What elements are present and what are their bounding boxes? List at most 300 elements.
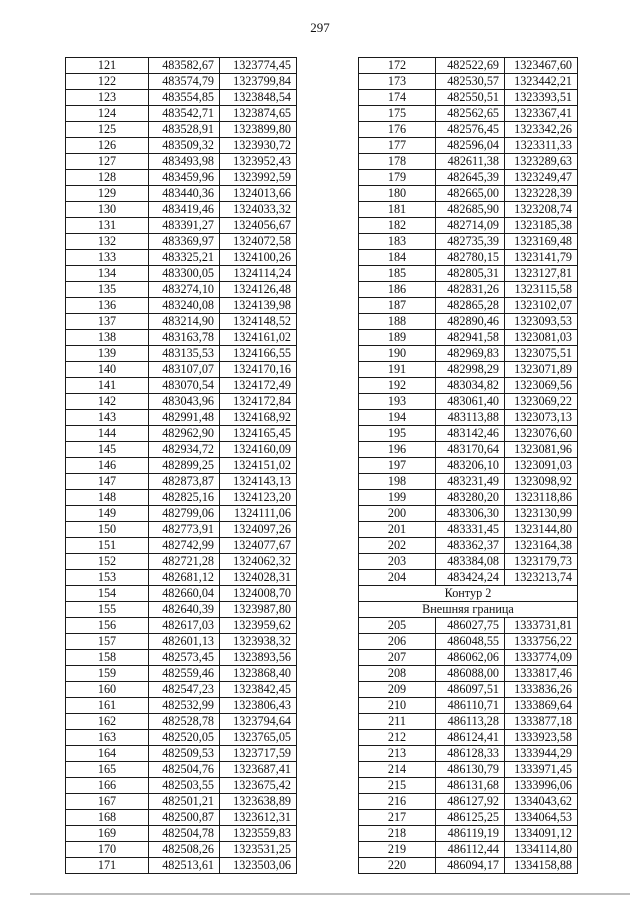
point-number-cell: 135	[66, 282, 149, 298]
table-row	[359, 490, 578, 506]
x-coordinate-cell: 482969,83	[436, 346, 505, 362]
y-coordinate-cell: 1323081,03	[505, 330, 578, 346]
point-number-cell: 204	[359, 570, 436, 586]
table-row	[66, 570, 297, 586]
x-coordinate-cell: 486027,75	[436, 618, 505, 634]
y-coordinate-cell: 1324008,70	[220, 586, 297, 602]
x-coordinate-cell: 483163,78	[149, 330, 220, 346]
point-number-cell: 218	[359, 826, 436, 842]
y-coordinate-cell: 1333774,09	[505, 650, 578, 666]
point-number-cell: 147	[66, 474, 149, 490]
y-coordinate-cell: 1323289,63	[505, 154, 578, 170]
table-row	[66, 186, 297, 202]
y-coordinate-cell: 1323069,22	[505, 394, 578, 410]
x-coordinate-cell: 486125,25	[436, 810, 505, 826]
table-row	[359, 170, 578, 186]
x-coordinate-cell: 482934,72	[149, 442, 220, 458]
y-coordinate-cell: 1323098,92	[505, 474, 578, 490]
table-row	[66, 858, 297, 874]
table-row	[359, 554, 578, 570]
point-number-cell: 214	[359, 762, 436, 778]
y-coordinate-cell: 1333817,46	[505, 666, 578, 682]
table-row	[66, 282, 297, 298]
y-coordinate-cell: 1333869,64	[505, 698, 578, 714]
x-coordinate-cell: 482714,09	[436, 218, 505, 234]
point-number-cell: 215	[359, 778, 436, 794]
y-coordinate-cell: 1323164,38	[505, 538, 578, 554]
y-coordinate-cell: 1323952,43	[220, 154, 297, 170]
x-coordinate-cell: 483034,82	[436, 378, 505, 394]
table-row	[359, 218, 578, 234]
y-coordinate-cell: 1323393,51	[505, 90, 578, 106]
y-coordinate-cell: 1323848,54	[220, 90, 297, 106]
y-coordinate-cell: 1323638,89	[220, 794, 297, 810]
table-row	[66, 666, 297, 682]
point-number-cell: 201	[359, 522, 436, 538]
coordinates-table-left-body	[66, 58, 297, 874]
x-coordinate-cell: 486119,19	[436, 826, 505, 842]
y-coordinate-cell: 1323987,80	[220, 602, 297, 618]
point-number-cell: 127	[66, 154, 149, 170]
y-coordinate-cell: 1333944,29	[505, 746, 578, 762]
point-number-cell: 124	[66, 106, 149, 122]
y-coordinate-cell: 1323185,38	[505, 218, 578, 234]
y-coordinate-cell: 1323559,83	[220, 826, 297, 842]
x-coordinate-cell: 483440,36	[149, 186, 220, 202]
table-row	[359, 58, 578, 74]
point-number-cell: 208	[359, 666, 436, 682]
contour-subtitle-row	[359, 602, 578, 618]
table-row	[66, 586, 297, 602]
table-row	[66, 90, 297, 106]
y-coordinate-cell: 1323213,74	[505, 570, 578, 586]
point-number-cell: 185	[359, 266, 436, 282]
table-row	[66, 442, 297, 458]
point-number-cell: 148	[66, 490, 149, 506]
point-number-cell: 175	[359, 106, 436, 122]
point-number-cell: 191	[359, 362, 436, 378]
table-row	[359, 714, 578, 730]
point-number-cell: 219	[359, 842, 436, 858]
x-coordinate-cell: 486128,33	[436, 746, 505, 762]
x-coordinate-cell: 483306,30	[436, 506, 505, 522]
y-coordinate-cell: 1324097,26	[220, 522, 297, 538]
x-coordinate-cell: 482573,45	[149, 650, 220, 666]
point-number-cell: 160	[66, 682, 149, 698]
y-coordinate-cell: 1323115,58	[505, 282, 578, 298]
table-row	[66, 138, 297, 154]
table-row	[66, 154, 297, 170]
x-coordinate-cell: 482559,46	[149, 666, 220, 682]
x-coordinate-cell: 483240,08	[149, 298, 220, 314]
point-number-cell: 157	[66, 634, 149, 650]
table-row	[359, 298, 578, 314]
x-coordinate-cell: 483459,96	[149, 170, 220, 186]
table-row	[66, 506, 297, 522]
table-row	[66, 634, 297, 650]
point-number-cell: 166	[66, 778, 149, 794]
table-row	[66, 394, 297, 410]
point-number-cell: 170	[66, 842, 149, 858]
table-row	[359, 154, 578, 170]
x-coordinate-cell: 486094,17	[436, 858, 505, 874]
y-coordinate-cell: 1323899,80	[220, 122, 297, 138]
x-coordinate-cell: 482550,51	[436, 90, 505, 106]
y-coordinate-cell: 1323228,39	[505, 186, 578, 202]
y-coordinate-cell: 1323806,43	[220, 698, 297, 714]
point-number-cell: 216	[359, 794, 436, 810]
point-number-cell: 158	[66, 650, 149, 666]
table-row	[359, 842, 578, 858]
y-coordinate-cell: 1323342,26	[505, 122, 578, 138]
table-row	[359, 426, 578, 442]
point-number-cell: 164	[66, 746, 149, 762]
point-number-cell: 152	[66, 554, 149, 570]
x-coordinate-cell: 482780,15	[436, 250, 505, 266]
table-row	[66, 58, 297, 74]
table-row	[359, 746, 578, 762]
point-number-cell: 159	[66, 666, 149, 682]
table-row	[359, 682, 578, 698]
y-coordinate-cell: 1324165,45	[220, 426, 297, 442]
table-row	[359, 794, 578, 810]
x-coordinate-cell: 482962,90	[149, 426, 220, 442]
table-row	[359, 474, 578, 490]
y-coordinate-cell: 1323874,65	[220, 106, 297, 122]
x-coordinate-cell: 482611,38	[436, 154, 505, 170]
x-coordinate-cell: 483142,46	[436, 426, 505, 442]
y-coordinate-cell: 1324172,49	[220, 378, 297, 394]
point-number-cell: 186	[359, 282, 436, 298]
point-number-cell: 128	[66, 170, 149, 186]
x-coordinate-cell: 482685,90	[436, 202, 505, 218]
point-number-cell: 169	[66, 826, 149, 842]
coordinates-table-left	[65, 57, 297, 874]
y-coordinate-cell: 1323531,25	[220, 842, 297, 858]
table-row	[359, 234, 578, 250]
x-coordinate-cell: 483061,40	[436, 394, 505, 410]
point-number-cell: 146	[66, 458, 149, 474]
table-row	[66, 426, 297, 442]
table-row	[66, 122, 297, 138]
x-coordinate-cell: 482500,87	[149, 810, 220, 826]
point-number-cell: 184	[359, 250, 436, 266]
y-coordinate-cell: 1334043,62	[505, 794, 578, 810]
x-coordinate-cell: 482522,69	[436, 58, 505, 74]
point-number-cell: 145	[66, 442, 149, 458]
y-coordinate-cell: 1333996,06	[505, 778, 578, 794]
point-number-cell: 136	[66, 298, 149, 314]
point-number-cell: 211	[359, 714, 436, 730]
table-row	[359, 730, 578, 746]
x-coordinate-cell: 482735,39	[436, 234, 505, 250]
point-number-cell: 199	[359, 490, 436, 506]
x-coordinate-cell: 482998,29	[436, 362, 505, 378]
point-number-cell: 140	[66, 362, 149, 378]
y-coordinate-cell: 1334158,88	[505, 858, 578, 874]
y-coordinate-cell: 1324161,02	[220, 330, 297, 346]
point-number-cell: 134	[66, 266, 149, 282]
x-coordinate-cell: 483135,53	[149, 346, 220, 362]
point-number-cell: 177	[359, 138, 436, 154]
point-number-cell: 188	[359, 314, 436, 330]
x-coordinate-cell: 483206,10	[436, 458, 505, 474]
table-row	[66, 330, 297, 346]
y-coordinate-cell: 1324170,16	[220, 362, 297, 378]
page-number: 297	[310, 20, 330, 35]
y-coordinate-cell: 1323842,45	[220, 682, 297, 698]
y-coordinate-cell: 1323144,80	[505, 522, 578, 538]
x-coordinate-cell: 482890,46	[436, 314, 505, 330]
y-coordinate-cell: 1323311,33	[505, 138, 578, 154]
x-coordinate-cell: 483419,46	[149, 202, 220, 218]
y-coordinate-cell: 1324072,58	[220, 234, 297, 250]
point-number-cell: 163	[66, 730, 149, 746]
x-coordinate-cell: 482873,87	[149, 474, 220, 490]
point-number-cell: 180	[359, 186, 436, 202]
point-number-cell: 212	[359, 730, 436, 746]
y-coordinate-cell: 1323075,51	[505, 346, 578, 362]
x-coordinate-cell: 482805,31	[436, 266, 505, 282]
point-number-cell: 126	[66, 138, 149, 154]
y-coordinate-cell: 1323076,60	[505, 426, 578, 442]
table-row	[66, 490, 297, 506]
point-number-cell: 156	[66, 618, 149, 634]
y-coordinate-cell: 1324172,84	[220, 394, 297, 410]
table-row	[359, 778, 578, 794]
point-number-cell: 192	[359, 378, 436, 394]
y-coordinate-cell: 1324111,06	[220, 506, 297, 522]
table-row	[66, 266, 297, 282]
x-coordinate-cell: 482665,00	[436, 186, 505, 202]
point-number-cell: 123	[66, 90, 149, 106]
x-coordinate-cell: 482742,99	[149, 538, 220, 554]
x-coordinate-cell: 482520,05	[149, 730, 220, 746]
point-number-cell: 154	[66, 586, 149, 602]
contour-title: Контур 2	[359, 586, 578, 602]
x-coordinate-cell: 482865,28	[436, 298, 505, 314]
contour-subtitle: Внешняя граница	[359, 602, 578, 618]
point-number-cell: 139	[66, 346, 149, 362]
table-row	[66, 538, 297, 554]
table-row	[359, 282, 578, 298]
table-row	[66, 826, 297, 842]
y-coordinate-cell: 1323794,64	[220, 714, 297, 730]
point-number-cell: 197	[359, 458, 436, 474]
table-row	[359, 90, 578, 106]
y-coordinate-cell: 1333731,81	[505, 618, 578, 634]
y-coordinate-cell: 1323093,53	[505, 314, 578, 330]
y-coordinate-cell: 1324033,32	[220, 202, 297, 218]
point-number-cell: 137	[66, 314, 149, 330]
point-number-cell: 131	[66, 218, 149, 234]
table-row	[66, 74, 297, 90]
x-coordinate-cell: 482660,04	[149, 586, 220, 602]
x-coordinate-cell: 483509,32	[149, 138, 220, 154]
table-row	[359, 522, 578, 538]
point-number-cell: 155	[66, 602, 149, 618]
y-coordinate-cell: 1323249,47	[505, 170, 578, 186]
x-coordinate-cell: 482773,91	[149, 522, 220, 538]
table-row	[66, 362, 297, 378]
x-coordinate-cell: 483331,45	[436, 522, 505, 538]
y-coordinate-cell: 1324126,48	[220, 282, 297, 298]
point-number-cell: 129	[66, 186, 149, 202]
x-coordinate-cell: 486127,92	[436, 794, 505, 810]
x-coordinate-cell: 483582,67	[149, 58, 220, 74]
y-coordinate-cell: 1324168,92	[220, 410, 297, 426]
point-number-cell: 194	[359, 410, 436, 426]
coordinates-table-right-body	[359, 58, 578, 874]
point-number-cell: 138	[66, 330, 149, 346]
point-number-cell: 133	[66, 250, 149, 266]
table-row	[359, 410, 578, 426]
table-row	[359, 266, 578, 282]
point-number-cell: 142	[66, 394, 149, 410]
table-row	[66, 746, 297, 762]
point-number-cell: 174	[359, 90, 436, 106]
table-row	[359, 618, 578, 634]
table-row	[66, 106, 297, 122]
x-coordinate-cell: 482513,61	[149, 858, 220, 874]
x-coordinate-cell: 483384,08	[436, 554, 505, 570]
x-coordinate-cell: 482576,45	[436, 122, 505, 138]
point-number-cell: 189	[359, 330, 436, 346]
y-coordinate-cell: 1324100,26	[220, 250, 297, 266]
x-coordinate-cell: 486097,51	[436, 682, 505, 698]
x-coordinate-cell: 483369,97	[149, 234, 220, 250]
x-coordinate-cell: 482645,39	[436, 170, 505, 186]
point-number-cell: 190	[359, 346, 436, 362]
point-number-cell: 153	[66, 570, 149, 586]
table-row	[66, 794, 297, 810]
x-coordinate-cell: 482503,55	[149, 778, 220, 794]
table-row	[359, 394, 578, 410]
x-coordinate-cell: 486124,41	[436, 730, 505, 746]
x-coordinate-cell: 483274,10	[149, 282, 220, 298]
y-coordinate-cell: 1334091,12	[505, 826, 578, 842]
point-number-cell: 182	[359, 218, 436, 234]
table-row	[66, 778, 297, 794]
y-coordinate-cell: 1323091,03	[505, 458, 578, 474]
point-number-cell: 178	[359, 154, 436, 170]
point-number-cell: 205	[359, 618, 436, 634]
y-coordinate-cell: 1323073,13	[505, 410, 578, 426]
x-coordinate-cell: 482532,99	[149, 698, 220, 714]
x-coordinate-cell: 483424,24	[436, 570, 505, 586]
table-row	[359, 650, 578, 666]
point-number-cell: 196	[359, 442, 436, 458]
point-number-cell: 210	[359, 698, 436, 714]
x-coordinate-cell: 482825,16	[149, 490, 220, 506]
table-row	[359, 506, 578, 522]
point-number-cell: 151	[66, 538, 149, 554]
table-row	[66, 458, 297, 474]
y-coordinate-cell: 1323118,86	[505, 490, 578, 506]
x-coordinate-cell: 483493,98	[149, 154, 220, 170]
y-coordinate-cell: 1323612,31	[220, 810, 297, 826]
table-row	[359, 698, 578, 714]
x-coordinate-cell: 482547,23	[149, 682, 220, 698]
table-row	[66, 618, 297, 634]
x-coordinate-cell: 482991,48	[149, 410, 220, 426]
point-number-cell: 173	[359, 74, 436, 90]
table-row	[66, 730, 297, 746]
x-coordinate-cell: 483362,37	[436, 538, 505, 554]
point-number-cell: 141	[66, 378, 149, 394]
x-coordinate-cell: 482831,26	[436, 282, 505, 298]
point-number-cell: 193	[359, 394, 436, 410]
point-number-cell: 207	[359, 650, 436, 666]
table-row	[66, 298, 297, 314]
point-number-cell: 200	[359, 506, 436, 522]
point-number-cell: 144	[66, 426, 149, 442]
table-row	[66, 474, 297, 490]
y-coordinate-cell: 1323442,21	[505, 74, 578, 90]
point-number-cell: 209	[359, 682, 436, 698]
y-coordinate-cell: 1334064,53	[505, 810, 578, 826]
y-coordinate-cell: 1323069,56	[505, 378, 578, 394]
point-number-cell: 195	[359, 426, 436, 442]
x-coordinate-cell: 482799,06	[149, 506, 220, 522]
point-number-cell: 217	[359, 810, 436, 826]
x-coordinate-cell: 483043,96	[149, 394, 220, 410]
x-coordinate-cell: 482562,65	[436, 106, 505, 122]
x-coordinate-cell: 483170,64	[436, 442, 505, 458]
x-coordinate-cell: 483280,20	[436, 490, 505, 506]
x-coordinate-cell: 483542,71	[149, 106, 220, 122]
table-row	[359, 186, 578, 202]
table-row	[66, 218, 297, 234]
point-number-cell: 161	[66, 698, 149, 714]
table-row	[359, 810, 578, 826]
point-number-cell: 187	[359, 298, 436, 314]
point-number-cell: 203	[359, 554, 436, 570]
table-row	[359, 634, 578, 650]
point-number-cell: 220	[359, 858, 436, 874]
table-row	[66, 522, 297, 538]
y-coordinate-cell: 1324013,66	[220, 186, 297, 202]
x-coordinate-cell: 486048,55	[436, 634, 505, 650]
point-number-cell: 202	[359, 538, 436, 554]
x-coordinate-cell: 482640,39	[149, 602, 220, 618]
y-coordinate-cell: 1323127,81	[505, 266, 578, 282]
x-coordinate-cell: 482617,03	[149, 618, 220, 634]
y-coordinate-cell: 1324028,31	[220, 570, 297, 586]
point-number-cell: 122	[66, 74, 149, 90]
y-coordinate-cell: 1323467,60	[505, 58, 578, 74]
x-coordinate-cell: 482528,78	[149, 714, 220, 730]
contour-title-row	[359, 586, 578, 602]
y-coordinate-cell: 1324166,55	[220, 346, 297, 362]
x-coordinate-cell: 486062,06	[436, 650, 505, 666]
y-coordinate-cell: 1333877,18	[505, 714, 578, 730]
y-coordinate-cell: 1323208,74	[505, 202, 578, 218]
y-coordinate-cell: 1323774,45	[220, 58, 297, 74]
x-coordinate-cell: 482501,21	[149, 794, 220, 810]
point-number-cell: 132	[66, 234, 149, 250]
point-number-cell: 165	[66, 762, 149, 778]
table-row	[66, 714, 297, 730]
coordinates-table-right	[358, 57, 578, 874]
y-coordinate-cell: 1333836,26	[505, 682, 578, 698]
table-row	[359, 250, 578, 266]
table-row	[359, 858, 578, 874]
x-coordinate-cell: 483554,85	[149, 90, 220, 106]
table-row	[359, 458, 578, 474]
y-coordinate-cell: 1324143,13	[220, 474, 297, 490]
x-coordinate-cell: 486130,79	[436, 762, 505, 778]
